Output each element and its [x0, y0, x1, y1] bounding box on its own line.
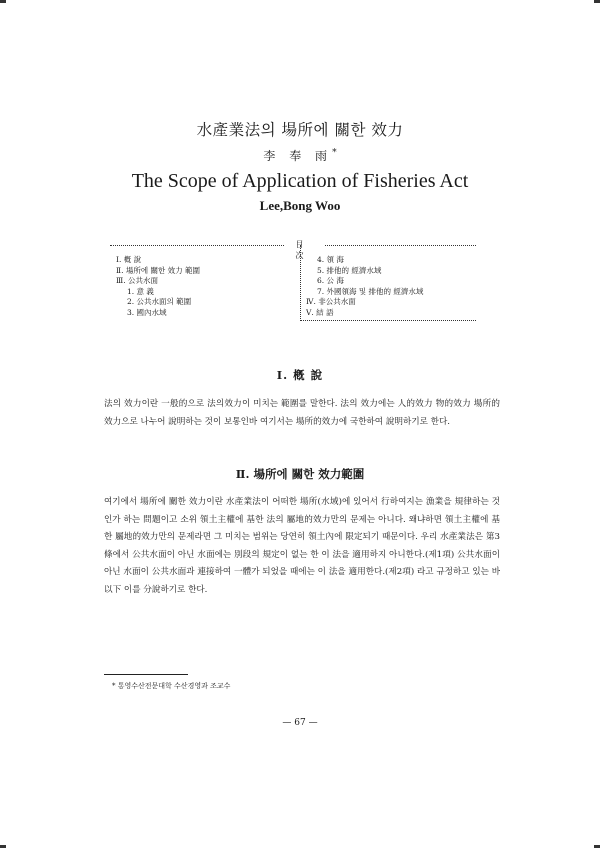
scan-corner-mark [0, 0, 6, 3]
toc-entry: Ⅳ. 非公共水面 [306, 297, 356, 306]
section-1-paragraph: 法의 效力이란 一般的으로 法의效力이 미치는 範圍를 말한다. 法의 效力에는 人的效力 物的效力 場所的效力으로 나누어 說明하는 것이 보통인바 여기서는 場所的效力에 국한하여 說明하기로 한다. [104, 399, 500, 427]
toc-entry: 2. 公共水面의 範圍 [127, 297, 192, 306]
section-heading-2: Ⅱ. 場所에 關한 效力範圍 [235, 467, 365, 481]
toc-entry: 4. 領 海 [317, 255, 344, 264]
author-korean [0, 147, 600, 164]
author-english: Lee,Bong Woo [259, 198, 341, 213]
toc-entry: 3. 國內水域 [127, 307, 167, 317]
toc-entry: 7. 外國領海 및 排他的 經濟水域 [317, 286, 424, 296]
toc-bottom-border [300, 320, 476, 321]
toc-entry: Ⅴ. 結 語 [306, 307, 334, 317]
toc-entry: Ⅱ. 場所에 關한 效力 範圍 [116, 265, 201, 275]
toc-entry: 5. 排他的 經濟水域 [317, 265, 382, 275]
toc-entry: 6. 公 海 [317, 276, 344, 285]
footnote-rule [104, 674, 188, 675]
toc-entry: 1. 意 義 [127, 286, 154, 296]
section-heading-1: Ⅰ. 槪 說 [276, 368, 324, 382]
table-of-contents [110, 240, 476, 321]
author-footnote-mark: * [332, 148, 337, 158]
toc-right-column [306, 255, 423, 318]
page-number: — 67 — [282, 718, 318, 728]
paper-title-korean: 水產業法의 場所에 關한 效力 [196, 121, 404, 139]
scan-corner-mark [594, 0, 600, 3]
section-2-paragraph: 여기에서 場所에 關한 效力이란 水產業法이 어떠한 場所(水域)에 있어서 行하여지는 漁業을 規律하는 것인가 하는 問題이고 소위 領土主權에 基한 法의 屬地的效力만의 문제는 아니다. 왜냐하면 領土主權에 基한 屬地的效力만의 문제라면 그 미치는 범위는 당연히 領土內에 限定되기 때문이다. 우리 水產業法은 第3條에서 公共水面이 아닌 水面에는 別段의 規定이 없는 한 이 法을 適用하지 아니한다.(제1項) 公共水面이 아닌 水面이 公共水面과 連接하여 一體가 되었을 때에는 이 法을 適用한다.(제2項) 라고 규정하고 있는 바 以下 이를 分說하기로 한다. [104, 497, 500, 595]
author-name-korean: 李 奉 雨 [263, 149, 333, 163]
toc-divider [300, 245, 301, 321]
toc-entry: Ⅲ. 公共水面 [116, 276, 159, 285]
toc-label: 目 次 [284, 239, 324, 261]
footnote: * 통영수산전문대학 수산경영과 조교수 [112, 682, 231, 690]
paper-title-english: The Scope of Application of Fisheries Act [131, 170, 469, 192]
toc-entry: Ⅰ. 槪 說 [116, 255, 142, 264]
toc-left-column [116, 255, 200, 318]
